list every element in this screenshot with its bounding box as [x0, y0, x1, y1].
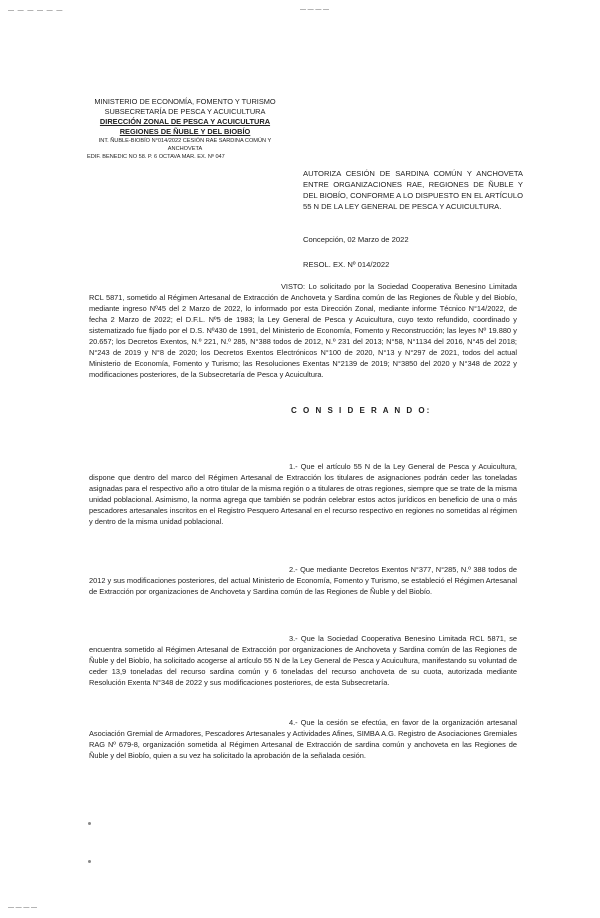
subsecretaria-name: SUBSECRETARÍA DE PESCA Y ACUICULTURA: [104, 107, 266, 116]
considerando-4: [89, 717, 517, 761]
scan-artifact-top-left: — — — — — —: [8, 8, 64, 14]
scan-artifact-top-center: — — — —: [300, 7, 330, 13]
regiones-name: REGIONES DE ÑUBLE Y DEL BIOBÍO: [119, 127, 251, 136]
scan-speck: [88, 822, 91, 825]
considerando-1-text: 1.- Que el artículo 55 N de la Ley General de Pesca y Acuicultura, dispone que dentro del marco del Régimen Artesanal de Extracción los titulares de asignaciones podrán ceder las toneladas asignadas para el respectivo año a otro titular de la misma región o a titulares de otras regiones, siempre que se trate de la misma unidad poblacional. Asimismo, la norma agrega que también se podrán celebrar estos actos jurídicos en beneficio de una o más pescadores artesanales inscritos en el Registro Pesquero Artesanal en el recurso respectivo en regiones no sometidas al régimen y dentro de la misma unidad poblacional.: [89, 462, 517, 526]
visto-paragraph: [89, 281, 517, 380]
letterhead: [85, 97, 285, 161]
considerando-2-text: 2.- Que mediante Decretos Exentos N°377, N°285, N.º 388 todos de 2012 y sus modificaciones posteriores, del actual Ministerio de Economía, Fomento y Turismo, se estableció el Régimen Artesanal de Extracción por organizaciones de Anchoveta y Sardina común de las Regiones de Ñuble y del Biobío.: [89, 565, 517, 596]
considerando-3: [89, 633, 517, 688]
direccion-zonal-name: DIRECCIÓN ZONAL DE PESCA Y ACUICULTURA: [99, 117, 271, 126]
visto-text: VISTO: Lo solicitado por la Sociedad Cooperativa Benesino Limitada RCL 5871, sometido al Régimen Artesanal de Extracción de Anchoveta y Sardina común de las Regiones de Ñuble y del Biobío, mediante ingreso Nº45 del 2 Marzo de 2022, lo informado por esta Dirección Zonal, mediante informe Técnico N°14/2022, de fecha 2 Marzo de 2022; el D.F.L. Nº5 de 1983; la Ley General de Pesca y Acuicultura, cuyo texto refundido, coordinado y sistematizado fue fijado por el D.S. Nº430 de 1991, del Ministerio de Economía, Fomento y Reconstrucción; las leyes Nº 19.880 y 20.657; los Decretos Exentos, N.º 221, N.º 285, N°388 todos de 2012, N.º 231 del 2013; N°58, N°1134 del 2016, N°45 del 2018; N°243 de 2019 y N°8 de 2020; los Decretos Exentos Electrónicos N°100 de 2020, N°13 y N°297 de 2021, todos del actual Ministerio de Economía, Fomento y Turismo; las Resoluciones Exentas N°2139 de 2019; N°3850 del 2020 y N°348 de 2022 y modificaciones posteriores, de la Subsecretaría de Pesca y Acuicultura.: [89, 282, 517, 379]
place-and-date: Concepción, 02 Marzo de 2022: [303, 235, 409, 244]
scan-speck: [88, 860, 91, 863]
resolution-number: RESOL. EX. Nº 014/2022: [303, 260, 390, 269]
considerando-2: [89, 564, 517, 597]
scan-artifact-bottom-left: — — — —: [8, 905, 38, 911]
ministry-name: MINISTERIO DE ECONOMÍA, FOMENTO Y TURISMO: [94, 97, 276, 106]
authorization-summary: AUTORIZA CESIÓN DE SARDINA COMÚN Y ANCHOVETA ENTRE ORGANIZACIONES RAE, REGIONES DE ÑUBLE Y DEL BIOBÍO, CONFORME A LO DISPUESTO EN EL ARTÍCULO 55 N DE LA LEY GENERAL DE PESCA Y ACUICULTURA.: [303, 169, 523, 211]
considerando-4-text: 4.- Que la cesión se efectúa, en favor de la organización artesanal Asociación Gremial de Armadores, Pescadores Artesanales y Actividades Afines, SIMBA A.G. Registro de Asociaciones Gremiales RAG Nº 679-8, organización sometida al Régimen Artesanal de Extracción de sardina común y anchoveta en las Regiones de Ñuble y del Biobío, quien a su vez ha solicitado la aprobación de la señalada cesión.: [89, 718, 517, 760]
address-line: EDIF. BENEDIC NO 58. P. 6 OCTAVA MAR. EX. Nº 047: [87, 154, 225, 160]
considerando-3-text: 3.- Que la Sociedad Cooperativa Benesino Limitada RCL 5871, se encuentra sometido al Régimen Artesanal de Extracción por organizaciones de Anchoveta y Sardina común de las Regiones de Ñuble y del Biobío, ha solicitado acogerse al artículo 55 N de la Ley General de Pesca y Acuicultura, manifestando su voluntad de ceder 13,9 toneladas del recurso sardina común y 6 toneladas del recurso anchoveta de su cuota, autorizada mediante Resolución Exenta N°348 de 2022 y sus modificaciones posteriores, de esta Subsecretaría.: [89, 634, 517, 687]
internal-reference: INT. ÑUBLE-BIOBÍO N°014/2022 CESIÓN RAE SARDINA COMÚN Y ANCHOVETA: [98, 138, 272, 152]
considerando-1: [89, 461, 517, 527]
considerando-heading: C O N S I D E R A N D O:: [291, 406, 432, 415]
